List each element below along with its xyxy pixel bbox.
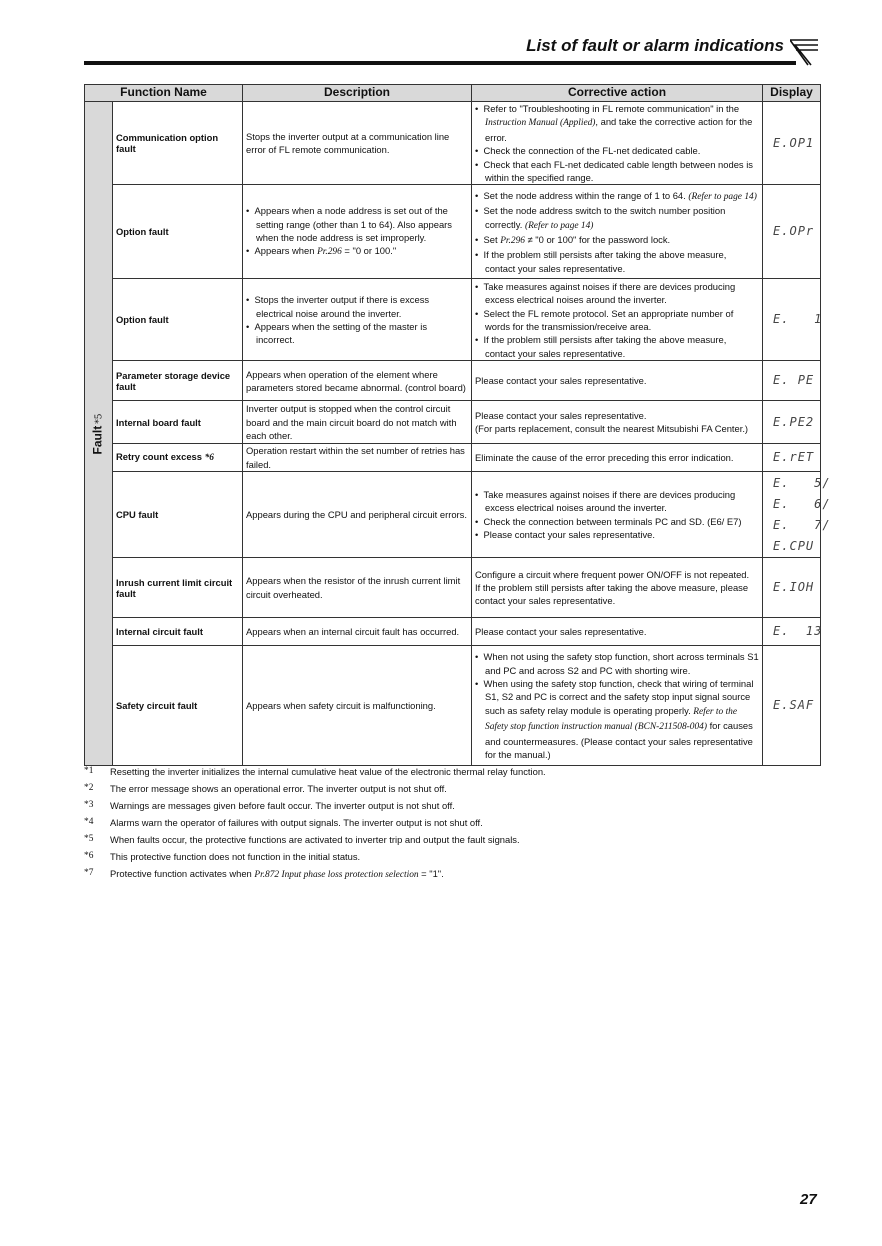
- text-segment: Retry count excess: [116, 451, 205, 463]
- footnote-text: [110, 817, 483, 834]
- text-segment: Stops the inverter output if there is excess electrical noise around the inverter.: [254, 294, 430, 319]
- fault-group-label: [91, 413, 106, 454]
- text-segment: Parameter storage device fault: [116, 369, 231, 392]
- display-code-cell: E.rET: [763, 444, 821, 472]
- text-segment: Pr.872 Input phase loss protection selection: [254, 870, 419, 880]
- text-segment: Take measures against noises if there are devices producing excess electrical noises around the inverter.: [483, 280, 736, 306]
- text-segment: If the problem still persists after taking the above measure, contact your sales representative.: [483, 334, 727, 359]
- text-segment: When using the safety stop function, check that wiring of terminal S1, S2 and PC is correct and the safety stop input signal source such as safety relay module is operating properly.: [483, 677, 754, 716]
- table-row: [85, 185, 821, 279]
- text-segment: *6: [204, 453, 214, 464]
- function-name-cell: [113, 279, 243, 361]
- text-item: [475, 158, 759, 185]
- text-item: [475, 409, 759, 422]
- bullet-icon: •: [475, 529, 484, 541]
- text-item: [246, 444, 468, 471]
- text-segment: Configure a circuit where frequent power ON/OFF is not repeated.: [475, 568, 750, 580]
- text-segment: Alarms warn the operator of failures with output signals. The inverter output is not shut off.: [110, 817, 483, 828]
- text-item: [475, 374, 759, 387]
- section-logo-icon: [790, 38, 820, 68]
- table-row: [85, 279, 821, 361]
- text-segment: Communication option fault: [116, 132, 219, 155]
- text-segment: Please contact your sales representative.: [483, 529, 655, 541]
- table-row: [85, 444, 821, 472]
- footnote: [84, 851, 546, 868]
- text-segment: Pr.296: [500, 235, 525, 246]
- table-header-row: [85, 85, 821, 102]
- text-item: [246, 625, 468, 638]
- text-segment: The error message shows an operational error. The inverter output is not shut off.: [110, 783, 447, 794]
- corrective-action-cell: [472, 102, 763, 185]
- text-segment: Resetting the inverter initializes the internal cumulative heat value of the electronic thermal relay function.: [110, 766, 546, 777]
- fault-label-text: Fault: [89, 425, 104, 455]
- function-name-cell: [113, 618, 243, 646]
- text-segment: Protective function activates when: [110, 868, 255, 879]
- bullet-icon: •: [475, 158, 484, 170]
- bullet-icon: •: [475, 307, 484, 319]
- text-segment: Please contact your sales representative.: [475, 410, 647, 422]
- text-item: [246, 508, 468, 521]
- text-segment: Appears during the CPU and peripheral circuit errors.: [246, 509, 467, 521]
- bullet-icon: •: [475, 233, 484, 245]
- description-cell: [243, 185, 472, 279]
- description-cell: [243, 646, 472, 766]
- text-segment: Appears when safety circuit is malfunctioning.: [246, 700, 436, 712]
- fault-group-cell: [85, 102, 113, 766]
- corrective-action-cell: [472, 279, 763, 361]
- footnote-mark: *1: [84, 766, 94, 776]
- function-name-cell: [113, 444, 243, 472]
- text-segment: ≠ "0 or 100" for the password lock.: [524, 233, 671, 245]
- corrective-action-cell: [472, 472, 763, 558]
- description-cell: [243, 401, 472, 444]
- text-item: [475, 204, 759, 233]
- footnote-text: [110, 783, 447, 800]
- bullet-icon: •: [246, 294, 255, 306]
- text-segment: Internal circuit fault: [116, 626, 203, 638]
- table-row: [85, 361, 821, 401]
- text-segment: Appears when an internal circuit fault has occurred.: [246, 626, 460, 638]
- footnote-mark: *6: [84, 851, 94, 861]
- text-segment: Safety circuit fault: [116, 700, 198, 712]
- text-item: [246, 204, 468, 244]
- description-cell: [243, 472, 472, 558]
- text-item: [475, 677, 759, 761]
- text-segment: Refer to "Troubleshooting in FL remote communication" in the: [483, 103, 740, 114]
- text-item: [246, 699, 468, 712]
- text-segment: Check that each FL-net dedicated cable length between nodes is within the specified range.: [483, 158, 753, 184]
- function-name-cell: [113, 185, 243, 279]
- description-cell: [243, 361, 472, 401]
- display-code-cell: E.OPr: [763, 185, 821, 279]
- corrective-action-cell: [472, 646, 763, 766]
- description-cell: [243, 444, 472, 472]
- footnote-text: [110, 766, 546, 783]
- table-row: [85, 618, 821, 646]
- bullet-icon: •: [475, 103, 484, 114]
- description-cell: [243, 102, 472, 185]
- function-name-cell: [113, 472, 243, 558]
- bullet-icon: •: [475, 189, 484, 201]
- text-item: [246, 320, 468, 347]
- footnote-text: [110, 851, 360, 868]
- text-segment: Check the connection of the FL-net dedicated cable.: [483, 145, 701, 157]
- bullet-icon: •: [475, 145, 484, 157]
- text-segment: When faults occur, the protective functions are activated to inverter trip and output the fault signals.: [110, 834, 520, 845]
- text-segment: Please contact your sales representative.: [475, 626, 647, 638]
- text-segment: Option fault: [116, 226, 169, 238]
- bullet-icon: •: [475, 205, 484, 217]
- footnote: [84, 766, 546, 783]
- text-item: [475, 528, 759, 541]
- bullet-icon: •: [246, 245, 255, 257]
- column-header-display: Display: [763, 85, 821, 102]
- footnote: [84, 783, 546, 800]
- fault-table: [84, 84, 831, 766]
- text-segment: for causes and countermeasures. (Please contact your sales representative for the manual.): [485, 720, 753, 760]
- footnote-mark: *7: [84, 868, 94, 878]
- text-segment: Appears when operation of the element where parameters stored became abnormal. (control board): [246, 368, 466, 393]
- text-item: [246, 293, 468, 320]
- description-cell: [243, 558, 472, 618]
- corrective-action-cell: [472, 185, 763, 279]
- text-item: [475, 144, 759, 157]
- text-segment: (Refer to page 14): [524, 220, 594, 231]
- description-cell: [243, 618, 472, 646]
- footnote: [84, 800, 546, 817]
- column-header-corrective-action: Corrective action: [472, 85, 763, 102]
- bullet-icon: •: [475, 677, 484, 689]
- bullet-icon: •: [475, 488, 484, 500]
- function-name-cell: [113, 401, 243, 444]
- text-segment: Check the connection between terminals PC and SD. (E6/ E7): [483, 515, 742, 527]
- text-segment: Internal board fault: [116, 416, 201, 428]
- text-segment: CPU fault: [116, 509, 159, 521]
- text-segment: Stops the inverter output at a communication line error of FL remote communication.: [246, 130, 450, 156]
- page-title: List of fault or alarm indications: [526, 36, 784, 55]
- text-segment: Appears when the setting of the master is incorrect.: [254, 320, 428, 346]
- display-code-cell: E.PE2: [763, 401, 821, 444]
- corrective-action-cell: [472, 618, 763, 646]
- footnote-mark: *3: [84, 800, 94, 810]
- text-segment: This protective function does not function in the initial status.: [110, 851, 361, 862]
- text-segment: Appears when a node address is set out of the setting range (other than 1 to 64). Also appears when the node address is set improperly.: [254, 205, 452, 243]
- text-item: [246, 130, 468, 157]
- footnote-mark: *5: [84, 834, 94, 844]
- text-item: [475, 451, 759, 464]
- page-number: 27: [800, 1191, 817, 1208]
- corrective-action-cell: [472, 361, 763, 401]
- text-item: [475, 581, 759, 608]
- corrective-action-cell: [472, 444, 763, 472]
- table-row: [85, 646, 821, 766]
- display-code-cell: E.IOH: [763, 558, 821, 618]
- footnote-mark: *2: [84, 783, 94, 793]
- text-segment: Operation restart within the set number of retries has failed.: [246, 445, 465, 470]
- corrective-action-cell: [472, 558, 763, 618]
- text-item: [475, 307, 759, 334]
- description-cell: [243, 279, 472, 361]
- title-rule: [84, 61, 796, 65]
- text-item: [475, 488, 759, 515]
- text-segment: (Refer to page 14): [688, 191, 757, 202]
- display-code-cell: E. 1: [763, 279, 821, 361]
- text-item: [475, 650, 759, 677]
- function-name-cell: [113, 102, 243, 185]
- table-row: [85, 558, 821, 618]
- text-item: [246, 574, 468, 601]
- bullet-icon: •: [475, 515, 484, 527]
- text-segment: Warnings are messages given before fault occur. The inverter output is not shut off.: [110, 800, 455, 811]
- text-segment: Option fault: [116, 314, 169, 326]
- text-segment: Set the node address within the range of 1 to 64.: [483, 189, 689, 201]
- text-segment: , and take the corrective action for the error.: [485, 116, 753, 143]
- text-segment: Set the node address switch to the switch number position correctly.: [483, 205, 726, 230]
- bullet-icon: •: [475, 651, 484, 663]
- text-segment: When not using the safety stop function, short across terminals S1 and PC and across S2 and PC with shorting wire.: [483, 651, 759, 676]
- text-item: [475, 568, 759, 581]
- text-segment: Pr.296: [317, 247, 342, 258]
- text-item: [475, 248, 759, 275]
- text-item: [475, 625, 759, 638]
- text-segment: Take measures against noises if there are devices producing excess electrical noises around the inverter.: [483, 488, 736, 514]
- text-item: [475, 280, 759, 307]
- table-row: [85, 472, 821, 558]
- text-item: [475, 333, 759, 360]
- text-segment: If the problem still persists after taking the above measure, contact your sales representative.: [483, 249, 727, 274]
- text-segment: Inverter output is stopped when the control circuit board and the main circuit board do not match with each other.: [246, 403, 457, 442]
- text-segment: = "1".: [418, 868, 444, 879]
- footnotes: [84, 766, 546, 885]
- fault-label-note: *5: [93, 413, 104, 424]
- text-segment: Appears when the resistor of the inrush current limit circuit overheated.: [246, 575, 461, 600]
- column-header-description: Description: [243, 85, 472, 102]
- text-segment: Appears when: [254, 245, 318, 257]
- text-segment: Set: [483, 233, 501, 245]
- table-row: [85, 102, 821, 185]
- text-segment: = "0 or 100.": [341, 245, 397, 257]
- text-item: [475, 515, 759, 528]
- table-row: [85, 401, 821, 444]
- text-segment: Select the FL remote protocol. Set an appropriate number of words for the transmission/receive area.: [483, 307, 734, 332]
- text-item: [246, 402, 468, 442]
- display-code-cell: E. PE: [763, 361, 821, 401]
- text-item: [246, 244, 468, 259]
- display-code-cell: E. 5/ E. 6/ E. 7/ E.CPU: [763, 472, 821, 558]
- column-header-function-name: Function Name: [85, 85, 243, 102]
- text-segment: Instruction Manual (Applied): [485, 118, 596, 129]
- footnote-text: [110, 800, 455, 817]
- footnote-text: [110, 834, 520, 851]
- footnote: [84, 817, 546, 834]
- text-segment: Please contact your sales representative.: [475, 375, 647, 387]
- text-item: [475, 189, 759, 204]
- text-item: [475, 102, 759, 144]
- bullet-icon: •: [246, 320, 255, 332]
- footnote-text: [110, 868, 444, 885]
- text-segment: Refer to the Safety stop function instruction manual (BCN-211508-004): [485, 706, 738, 733]
- footnote: [84, 834, 546, 851]
- corrective-action-cell: [472, 401, 763, 444]
- text-segment: (For parts replacement, consult the nearest Mitsubishi FA Center.): [475, 423, 749, 435]
- text-item: [475, 422, 759, 435]
- function-name-cell: [113, 558, 243, 618]
- text-item: [246, 368, 468, 395]
- footnote: [84, 868, 546, 885]
- footnote-mark: *4: [84, 817, 94, 827]
- bullet-icon: •: [475, 334, 484, 346]
- text-item: [475, 233, 759, 248]
- function-name-cell: [113, 646, 243, 766]
- text-segment: If the problem still persists after taking the above measure, please contact your sales representative.: [475, 582, 749, 607]
- display-code-cell: E.OP1: [763, 102, 821, 185]
- text-segment: Inrush current limit circuit fault: [116, 576, 233, 599]
- bullet-icon: •: [246, 205, 255, 217]
- bullet-icon: •: [475, 280, 484, 292]
- display-code-cell: E.SAF: [763, 646, 821, 766]
- function-name-cell: [113, 361, 243, 401]
- bullet-icon: •: [475, 249, 484, 261]
- text-segment: Eliminate the cause of the error preceding this error indication.: [475, 452, 734, 464]
- display-code-cell: E. 13: [763, 618, 821, 646]
